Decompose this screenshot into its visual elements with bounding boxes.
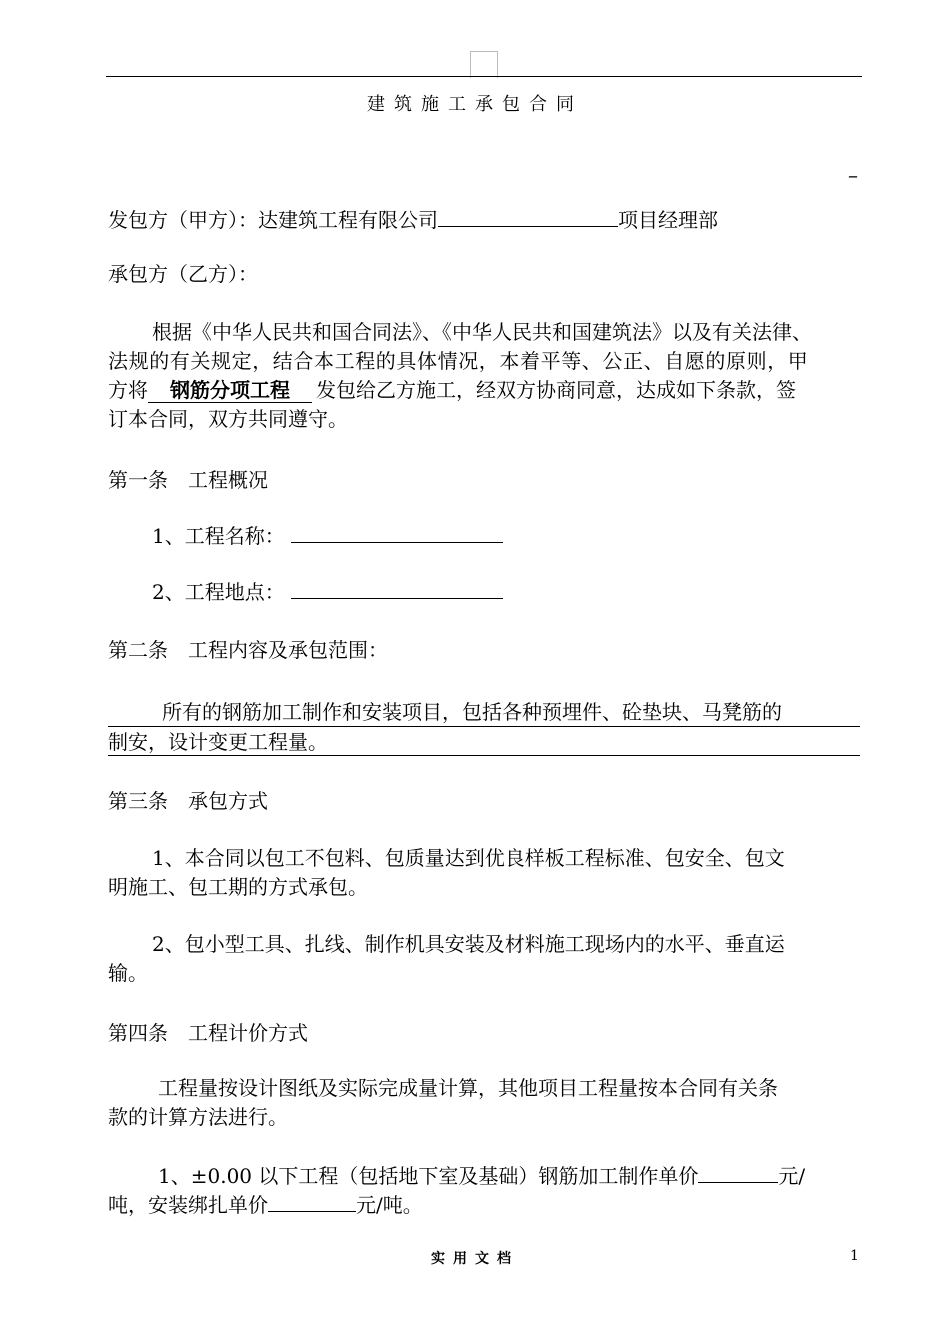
article-1-heading: 第一条 工程概况 bbox=[108, 468, 268, 492]
article-4-item-1-line-2 bbox=[108, 1189, 423, 1220]
project-location-label: 2、工程地点： bbox=[152, 580, 285, 604]
article-3-item-2-line-2: 输。 bbox=[108, 961, 148, 985]
project-name-blank[interactable] bbox=[291, 520, 503, 543]
corner-dash: – bbox=[848, 163, 858, 187]
intro-line-3 bbox=[108, 375, 796, 405]
article-2-heading: 第二条 工程内容及承包范围： bbox=[108, 638, 388, 662]
intro-line-4: 订本合同，双方共同遵守。 bbox=[108, 407, 348, 431]
intro-line-1: 根据《中华人民共和国合同法》、《中华人民共和国建筑法》以及有关法律、 bbox=[152, 320, 812, 344]
unit-yuan-per-ton-1: 元/ bbox=[778, 1164, 806, 1188]
article-4-para-line-2: 款的计算方法进行。 bbox=[108, 1105, 288, 1129]
header-corner-mark bbox=[470, 51, 498, 78]
article-3-item-1-line-2: 明施工、包工期的方式承包。 bbox=[108, 875, 368, 899]
intro-line-2: 法规的有关规定，结合本工程的具体情况，本着平等、公正、自愿的原则，甲 bbox=[108, 349, 809, 373]
party-b-label: 承包方（乙方）： bbox=[108, 262, 258, 286]
article-4-heading: 第四条 工程计价方式 bbox=[108, 1021, 308, 1045]
processing-unit-price-blank[interactable] bbox=[698, 1160, 778, 1183]
scope-line-1: 所有的钢筋加工制作和安装项目，包括各种预埋件、砼垫块、马凳筋的 bbox=[162, 700, 782, 724]
project-location-blank[interactable] bbox=[291, 576, 503, 599]
article-3-heading: 第三条 承包方式 bbox=[108, 789, 268, 813]
footer-label: 实用文档 bbox=[431, 1251, 519, 1267]
article-3-item-2-line-1: 2、包小型工具、扎线、制作机具安装及材料施工现场内的水平、垂直运 bbox=[152, 932, 785, 956]
intro-line-3-pre: 方将 bbox=[108, 378, 148, 402]
article-4-para-line-1: 工程量按设计图纸及实际完成量计算，其他项目工程量按本合同有关条 bbox=[158, 1076, 778, 1100]
party-a-suffix: 项目经理部 bbox=[618, 208, 718, 232]
installation-price-label: 吨，安装绑扎单价 bbox=[108, 1193, 268, 1217]
page-number: 1 bbox=[850, 1248, 859, 1264]
article-1-item-1 bbox=[152, 520, 503, 551]
project-name-field: 钢筋分项工程 bbox=[148, 378, 312, 403]
party-a-label: 发包方（甲方）：达建筑工程有限公司 bbox=[108, 208, 438, 232]
unit-yuan-per-ton-2: 元/吨。 bbox=[356, 1193, 423, 1217]
scope-line-2: 制安，设计变更工程量。 bbox=[108, 730, 328, 754]
party-a-line bbox=[108, 204, 718, 235]
party-a-blank[interactable] bbox=[438, 204, 618, 227]
scope-underline-2 bbox=[108, 755, 860, 756]
installation-unit-price-blank[interactable] bbox=[268, 1189, 356, 1212]
article-1-item-2 bbox=[152, 576, 503, 607]
project-name-label: 1、工程名称： bbox=[152, 524, 285, 548]
below-zero-processing-label: 1、±0.00 以下工程（包括地下室及基础）钢筋加工制作单价 bbox=[158, 1164, 699, 1188]
article-3-item-1-line-1: 1、本合同以包工不包料、包质量达到优良样板工程标准、包安全、包文 bbox=[152, 846, 785, 870]
header-rule bbox=[106, 76, 862, 77]
article-4-item-1-line-1 bbox=[158, 1160, 805, 1191]
intro-line-3-post: 发包给乙方施工，经双方协商同意，达成如下条款，签 bbox=[316, 378, 796, 402]
document-title: 建筑施工承包合同 bbox=[367, 94, 583, 115]
